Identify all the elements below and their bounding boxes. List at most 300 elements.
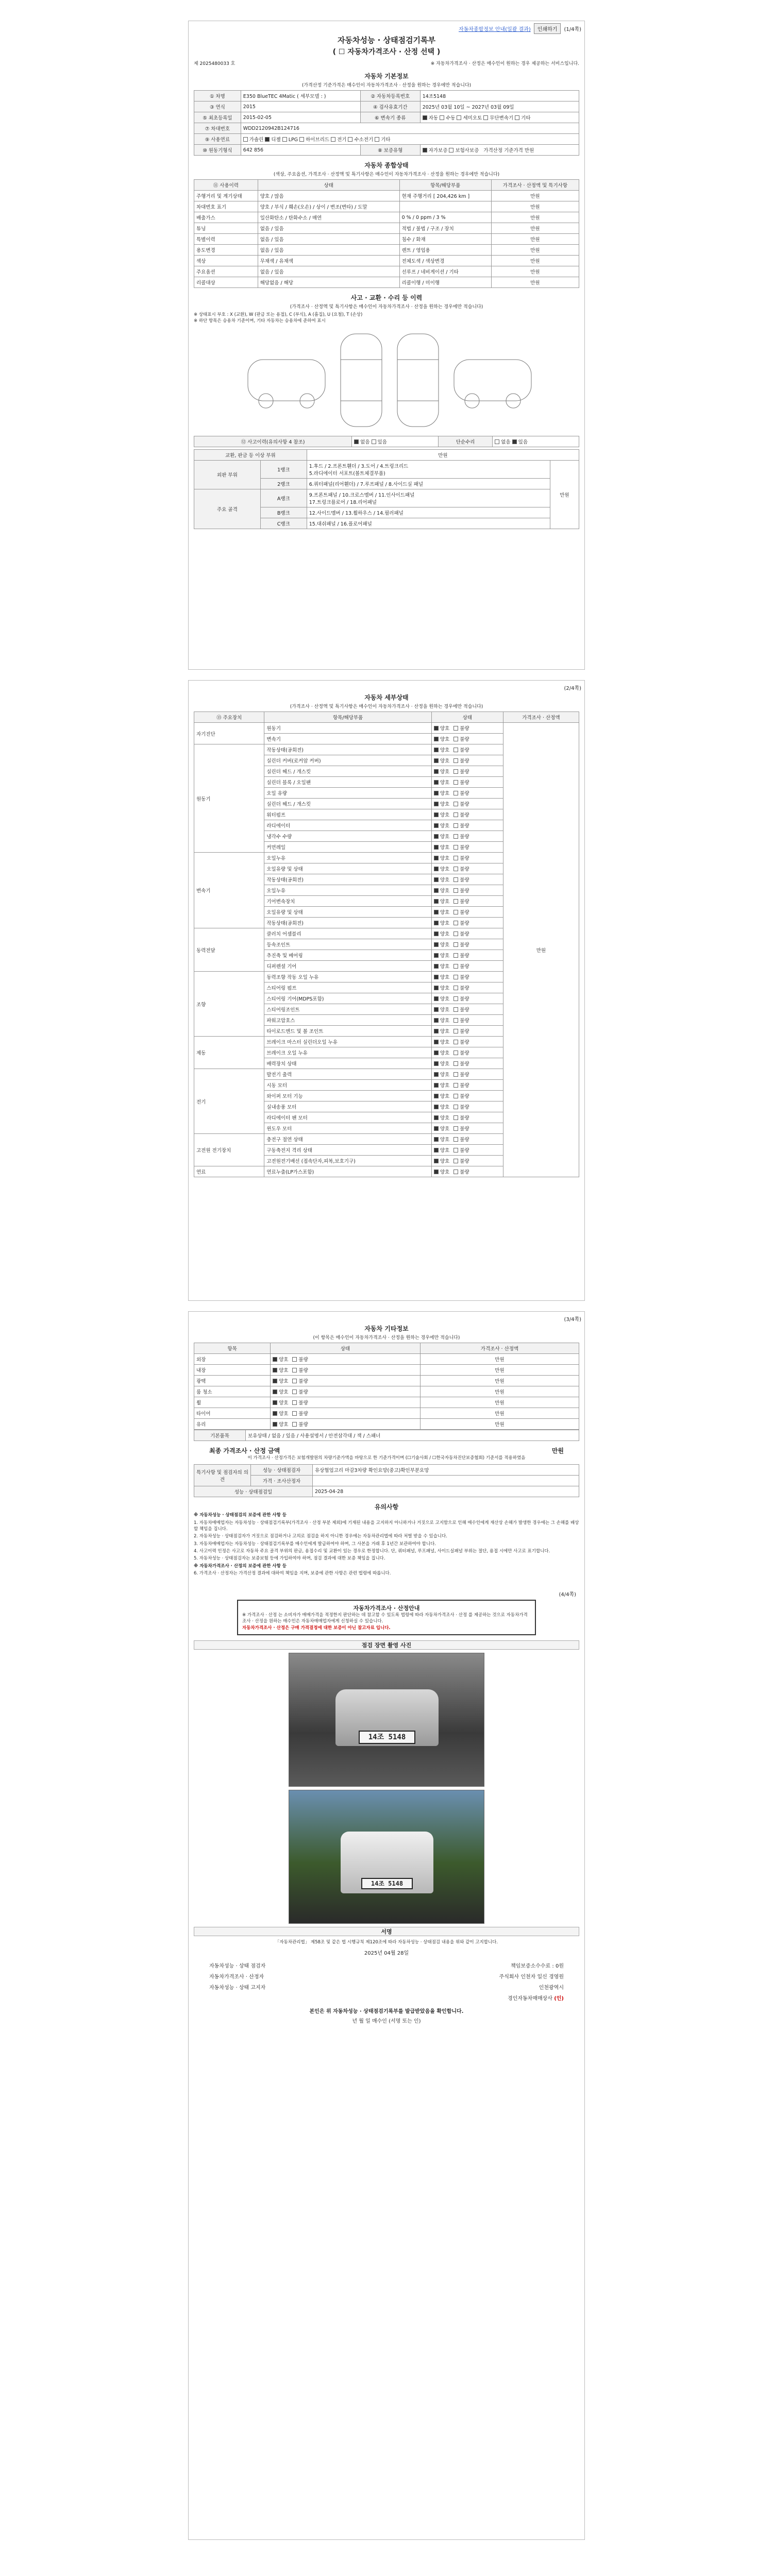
state-bad-checkbox[interactable] [453,964,458,969]
reg-no: 14조5148 [420,91,579,101]
state-options: 양호 불량 [431,972,503,982]
state-ok-checkbox[interactable] [434,1061,439,1066]
first-reg-label: ⑤ 최초등록일 [194,112,241,123]
state-options: 양호 불량 [431,777,503,788]
state-bad-checkbox[interactable] [453,769,458,774]
engine: 642 856 [241,145,360,156]
state-options: 양호 불량 [431,939,503,950]
table-row: 스티어링조인트 양호 불량 [194,1004,579,1015]
state-ok-checkbox[interactable] [434,986,439,990]
print-button[interactable]: 인쇄하기 [534,23,561,34]
table-row: 유리 양호 불량 만원 [194,1419,579,1430]
price-notice-text: ※ 가격조사 · 산정 는 소비자가 매매가격을 적정한지 판단하는 데 참고할 수 있도록 법령에 따라 자동차가격조사 · 산정 를 제공하는 것으로 자동차가격조사 · 산정을 원하는 매수인은 자동차매매업자에게 신청하실 수 있습니다. [242,1613,528,1624]
table-row: 시동 모터 양호 불량 [194,1080,579,1091]
trans-options: 자동 수동 세미오토 무단변속기 기타 [420,112,579,123]
table-row: 추진축 및 베어링 양호 불량 [194,950,579,961]
price-notice-warning: 자동차가격조사 · 산정은 구매 가격결정에 대한 보증이 아닌 참고자료 입니다. [242,1625,391,1631]
state-options: 양호 불량 [431,896,503,907]
state-ok-checkbox[interactable] [273,1357,277,1362]
opinion-table: 특기사항 및 점검자의 의견 성능 · 상태점검자 유상협업고리 마감3차량 확인요망(중고)확인부분요망 가격 · 조사산정자 성능 · 상태점검일 2025-04-28 [194,1464,579,1497]
state-bad-checkbox[interactable] [453,986,458,990]
detail-table: ⑬ 주요장치 항목/해당부품 상태 가격조사 · 산정액 자기진단 원동기 양호 불량 만원 변속기 양호 불량 원동기 작동상태(공회전) 양호 불량 실린더 커버(로커암 커버) 양호 불량 실린더 헤드 / 개스킷 양호 불량 실린더 블록 / 오일팬 양호 불량 오일 유량 양호 불량 실린더 헤드 / 개스킷 양호 불량 워터펌프 양호 불량 라디에이터 양호 불량 냉각수 수량 양호 불량 커먼레일 양호 불량 변속기 오일누유 양호 불량 오일유량 및 상태 양호 불량 작동상태(공회전) 양호 불량 오일누유 양호 불량 기어변속장치 양호 불량 오일유량 및 상태 양호 불량 작동상태(공회전) 양호 불량 동력전달 클러치 어셈블리 양호 불량 등속조인트 양호 불량 추진축 및 베어링 양호 불량 디퍼렌셜 기어 양호 불량 조향 동력조향 작동 오일 누유 양호 불량 스티어링 펌프 양호 불량 스티어링 기어(MDPS포함) 양호 불량 스티어링조인트 양호 불량 파워고압호스 양호 불량 타이로드엔드 및 볼 조인트 양호 불량 제동 브레이크 마스터 실린더오일 누유 양호 불량 브레이크 오일 누유 양호 불량 배력장치 상태 양호 불량 전기 발전기 출력 양호 불량 시동 모터 양호 불량 와이퍼 모터 기능 양호 불량 실내송풍 모터 양호 불량 라디에이터 팬 모터 양호 불량 윈도우 모터 양호 불량 고전원 전기장치 충전구 절연 상태 양호 불량 구동축전지 격리 상태 양호 불량 고전원전기배선 (접속단자,피복,보호기구) 양호 불량 연료 연료누출(LP가스포함) 양호 불량 [194,711,579,1177]
table-row: 차대번호 표기 양호 / 부식 / 훼손(오손) / 상이 / 변조(변타) / 도말 만원 [194,201,579,212]
table-row: 커먼레일 양호 불량 [194,842,579,853]
state-bad-checkbox[interactable] [453,1115,458,1120]
state-options: 양호 불량 [431,1080,503,1091]
table-row: 라디에이터 팬 모터 양호 불량 [194,1112,579,1123]
document-subtitle: ( ☐ 자동차가격조사 · 산정 선택 ) [332,48,441,56]
trans-semi-checkbox[interactable] [457,115,461,120]
record-page-1 [188,21,585,670]
state-ok-checkbox[interactable] [434,931,439,936]
state-ok-checkbox[interactable] [434,726,439,731]
state-ok-checkbox[interactable] [434,910,439,914]
accident-legend: ※ 상태표시 부호 : X (교환), W (판금 또는 용접), C (부식), A (흠집), U (요철), T (손상) [194,312,363,317]
state-options: 양호 불량 [431,1037,503,1047]
state-options: 양호 불량 [431,1101,503,1112]
state-options: 양호 불량 [431,744,503,755]
state-bad-checkbox[interactable] [453,834,458,839]
table-row: 파워고압호스 양호 불량 [194,1015,579,1026]
state-ok-checkbox[interactable] [434,802,439,806]
car-top-view [341,334,382,427]
trans-label: ⑥ 변속기 종류 [360,112,420,123]
state-ok-checkbox[interactable] [434,1126,439,1131]
trans-other-checkbox[interactable] [515,115,519,120]
table-row: 오일유량 및 상태 양호 불량 [194,907,579,918]
car-frame-view [397,334,439,427]
table-row: 조향 동력조향 작동 오일 누유 양호 불량 [194,972,579,982]
state-options: 양호 불량 [431,766,503,777]
status-header-item: 항목/해당부품 [399,180,491,191]
state-options: 양호 불량 [431,734,503,744]
state-options: 양호 불량 [431,928,503,939]
state-bad-checkbox[interactable] [453,1040,458,1044]
table-row: 내장 양호 불량 만원 [194,1365,579,1376]
final-price-unit: 만원 [551,1447,564,1454]
state-options: 양호 불량 [431,950,503,961]
state-options: 양호 불량 [431,1015,503,1026]
page-number: (2/4쪽) [564,686,581,691]
basic-info-table [194,90,579,156]
state-ok-checkbox[interactable] [434,964,439,969]
state-bad-checkbox[interactable] [453,1105,458,1109]
table-row: 브레이크 오일 누유 양호 불량 [194,1047,579,1058]
page-number: (4/4쪽) [559,1592,576,1598]
accident-history-label: ⑫ 사고이력(유의사항 4 참조) [194,436,352,447]
state-options: 양호 불량 [431,1112,503,1123]
table-row: 등속조인트 양호 불량 [194,939,579,950]
warranty-label: ⑧ 보증유형 [360,145,420,156]
state-ok-checkbox[interactable] [434,888,439,893]
car-name-label: ① 차명 [194,91,241,101]
table-row: 윈도우 모터 양호 불량 [194,1123,579,1134]
other-title: 자동차 기타정보 [364,1325,409,1332]
table-row: 고전원전기배선 (접속단자,피복,보호기구) 양호 불량 [194,1156,579,1166]
detail-note: (가격조사 · 산정액 및 특기사항은 매수인이 자동차가격조사 · 산정을 원하는 경우에만 적습니다) [290,704,483,709]
table-row: 작동상태(공회전) 양호 불량 [194,874,579,885]
state-bad-checkbox[interactable] [292,1357,297,1362]
status-header-history: ⑪ 사용이력 [194,180,258,191]
state-options: 양호 불량 [431,799,503,809]
plate-front: 14조 5148 [359,1731,415,1744]
state-bad-checkbox[interactable] [453,791,458,795]
state-ok-checkbox[interactable] [434,791,439,795]
state-ok-checkbox[interactable] [434,748,439,752]
state-options: 양호 불량 [431,842,503,853]
trans-auto-checkbox[interactable] [423,115,427,120]
state-ok-checkbox[interactable] [434,1148,439,1153]
table-row: 배력장치 상태 양호 불량 [194,1058,579,1069]
state-bad-checkbox[interactable] [453,802,458,806]
plate-rear: 14조 5148 [361,1878,413,1889]
state-bad-checkbox[interactable] [453,953,458,958]
repair-none-checkbox[interactable] [495,439,499,444]
table-row: 주요옵션 없음 / 있음 선루프 / 네비게이션 / 기타 만원 [194,266,579,277]
state-bad-checkbox[interactable] [453,1148,458,1153]
inspection-photo-front [289,1653,484,1787]
trans-manual-checkbox[interactable] [440,115,444,120]
table-row: 기어변속장치 양호 불량 [194,896,579,907]
table-row: 타이로드엔드 및 볼 조인트 양호 불량 [194,1026,579,1037]
state-ok-checkbox[interactable] [273,1389,277,1394]
state-bad-checkbox[interactable] [453,942,458,947]
table-row: 작동상태(공회전) 양호 불량 [194,918,579,928]
state-bad-checkbox[interactable] [453,921,458,925]
seal-mark: (인) [554,1996,564,2002]
state-bad-checkbox[interactable] [453,910,458,914]
state-ok-checkbox[interactable] [273,1411,277,1416]
state-ok-checkbox[interactable] [434,758,439,763]
receipt-signature-line: 년 월 일 매수인 (서명 또는 인) [352,2019,421,2025]
year-label: ③ 연식 [194,101,241,112]
state-ok-checkbox[interactable] [434,942,439,947]
state-bad-checkbox[interactable] [453,758,458,763]
reg-no-label: ② 자동차등록번호 [360,91,420,101]
final-price-row [194,1446,579,1455]
state-options: 양호 불량 [431,1134,503,1145]
car-model-detail: ( 세부모델 : ) [297,94,326,99]
table-row: 자기진단 원동기 양호 불량 만원 [194,723,579,734]
state-options: 양호 불량 [431,1047,503,1058]
state-bad-checkbox[interactable] [453,1126,458,1131]
info-link[interactable]: 자동차종합정보 안내(일괄 결과) [459,27,531,32]
state-bad-checkbox[interactable] [453,845,458,850]
state-ok-checkbox[interactable] [434,737,439,741]
document-number: 제 2025480033 호 [194,61,236,66]
accident-none-checkbox[interactable] [354,439,359,444]
state-options: 양호 불량 [431,1156,503,1166]
fuel-gasoline-checkbox[interactable] [243,137,248,142]
state-ok-checkbox[interactable] [434,769,439,774]
state-ok-checkbox[interactable] [434,996,439,1001]
document-title: 자동차성능 · 상태점검기록부 [337,36,436,45]
fuel-label: ⑨ 사용연료 [194,134,241,145]
inspect-label: ④ 검사유효기간 [360,101,420,112]
basic-items-table: 기본품목 보유상태 / 없음 / 있음 / 사용설명서 / 안전삼각대 / 잭 / 스패너 [194,1430,579,1441]
state-options: 양호 불량 [431,1091,503,1101]
state-options: 양호 불량 [431,982,503,993]
state-ok-checkbox[interactable] [434,877,439,882]
state-ok-checkbox[interactable] [434,856,439,860]
state-options: 양호 불량 [431,1058,503,1069]
state-ok-checkbox[interactable] [434,1105,439,1109]
detail-title: 자동차 세부상태 [364,694,409,701]
state-bad-checkbox[interactable] [453,1094,458,1098]
car-diagram [194,329,579,432]
state-bad-checkbox[interactable] [292,1411,297,1416]
table-row: 룸 청소 양호 불량 만원 [194,1386,579,1397]
table-row: 스티어링 펌프 양호 불량 [194,982,579,993]
state-options: 양호 불량 [431,885,503,896]
accident-yes-checkbox[interactable] [372,439,376,444]
state-ok-checkbox[interactable] [434,823,439,828]
table-row: 리콜대상 해당없음 / 해당 리콜이행 / 미이행 만원 [194,277,579,288]
inspection-photo-rear [289,1790,484,1924]
final-price-title: 최종 가격조사 · 산정 금액 [209,1447,280,1454]
car-name: E350 BlueTEC 4Matic [243,94,296,99]
table-row: 타이어 양호 불량 만원 [194,1408,579,1419]
first-reg: 2015-02-05 [241,112,360,123]
accident-table: ⑫ 사고이력(유의사항 4 참조) 없음 있음 단순수리 없음 있음 [194,436,579,447]
state-ok-checkbox[interactable] [434,812,439,817]
state-ok-checkbox[interactable] [434,1050,439,1055]
state-ok-checkbox[interactable] [434,1115,439,1120]
status-title: 자동차 종합상태 [364,162,409,169]
state-ok-checkbox[interactable] [273,1379,277,1383]
state-bad-checkbox[interactable] [453,748,458,752]
table-row: 용도변경 없음 / 있음 렌트 / 영업용 만원 [194,245,579,256]
warranty-insurance-checkbox[interactable] [449,148,453,152]
state-ok-checkbox[interactable] [434,1159,439,1163]
table-row: 워터펌프 양호 불량 [194,809,579,820]
table-row: 실린더 블록 / 오일팬 양호 불량 [194,777,579,788]
accident-legend-2: ※ 하단 항목은 승용차 기준이며, 기타 자동차는 승용차에 준하여 표시 [194,318,326,324]
table-row: 변속기 양호 불량 [194,734,579,744]
state-ok-checkbox[interactable] [434,1094,439,1098]
status-header-state: 상태 [258,180,399,191]
record-page-3 [188,1311,585,2540]
vin-label: ⑦ 차대번호 [194,123,241,134]
table-row: 오일유량 및 상태 양호 불량 [194,863,579,874]
table-row: 디퍼렌셜 기어 양호 불량 [194,961,579,972]
fuel-diesel-checkbox[interactable] [265,137,270,142]
state-ok-checkbox[interactable] [434,834,439,839]
notes-block: ※ 자동차성능 · 상태점검의 보증에 관한 사항 등 1. 자동차매매업자는 자동차성능 · 상태점검기록부(가격조사 · 산정 부분 제외)에 기재된 내용을 고지하지 아니하거나 거짓으로 고지함으로 인해 매수인에게 재산상 손해가 발생한 경우에는 그 손해를 배상할 책임을 집니다. 2. 자동차성능 · 상태점검자가 거짓으로 점검하거나 고의로 점검을 하지 아니한 경우에는 자동차관리법에 따라 처벌 받을 수 있습니다. 3. 자동차매매업자는 자동차성능 · 상태점검기록부를 매수인에게 발급하여야 하며, 그 사본을 거래 후 1년간 보관하여야 합니다. 4. 사고이력 인정은 사고로 자동차 주요 골격 부위의 판금, 용접수리 및 교환이 있는 경우로 한정합니다. 단, 쿼터패널, 루프패널, 사이드실패널 부위는 절단, 용접 시에만 사고로 표기합니다. 5. 자동차성능 · 상태점검자는 보증보험 등에 가입하여야 하며, 점검 결과에 대한 보증 책임을 집니다. ※ 자동차가격조사 · 산정의 보증에 관한 사항 등 6. 가격조사 · 산정자는 가격산정 결과에 대하여 책임을 지며, 보증에 관한 사항은 관련 법령에 따릅니다. [194,1513,579,1576]
state-ok-checkbox[interactable] [273,1368,277,1372]
price-notice-box [237,1600,536,1635]
other-note: (이 항목은 매수인이 자동차가격조사 · 산정을 원하는 경우에만 적습니다) [313,1335,460,1341]
state-bad-checkbox[interactable] [453,1159,458,1163]
state-bad-checkbox[interactable] [453,867,458,871]
state-ok-checkbox[interactable] [434,845,439,850]
state-options: 양호 불량 [431,723,503,734]
table-row: 제동 브레이크 마스터 실린더오일 누유 양호 불량 [194,1037,579,1047]
state-options: 양호 불량 [431,853,503,863]
top-links [459,23,581,34]
table-row: 실린더 커버(로커암 커버) 양호 불량 [194,755,579,766]
accident-note: (가격조사 · 산정액 및 특기사항은 매수인이 자동차가격조사 · 산정을 원하는 경우에만 적습니다) [290,304,483,310]
table-row: 실린더 헤드 / 개스킷 양호 불량 [194,799,579,809]
table-row: 오일 유량 양호 불량 [194,788,579,799]
state-options: 양호 불량 [431,993,503,1004]
table-row: 주행거리 및 계기상태 양호 / 많음 현재 주행거리 [ 204,426 km ] 만원 [194,191,579,201]
fuel-hybrid-checkbox[interactable] [299,137,304,142]
state-options: 양호 불량 [431,809,503,820]
state-ok-checkbox[interactable] [273,1422,277,1427]
state-options: 양호 불량 [431,918,503,928]
table-row: 휠 양호 불량 만원 [194,1397,579,1408]
state-ok-checkbox[interactable] [434,1083,439,1088]
sign-date: 2025년 04월 28일 [364,1951,409,1957]
page-number: (1/4쪽) [564,27,581,32]
table-row: 색상 무채색 / 유채색 전체도색 / 색상변경 만원 [194,256,579,266]
record-page-2 [188,680,585,1301]
state-ok-checkbox[interactable] [434,1137,439,1142]
repair-label: 단순수리 [438,436,492,447]
state-bad-checkbox[interactable] [453,856,458,860]
sign-block: 자동차성능 · 상태 점검자 책임보증소수수료 : 0원 자동차가격조사 · 산정자 주식회사 인천자 일신 경영원 자동차성능 · 상태 고지자 인천광역시 경인자동차매매상사 (인) [209,1963,564,2002]
state-ok-checkbox[interactable] [434,975,439,979]
engine-label: ⑩ 원동기형식 [194,145,241,156]
state-bad-checkbox[interactable] [453,975,458,979]
state-bad-checkbox[interactable] [453,1061,458,1066]
state-options: 양호 불량 [431,1004,503,1015]
state-ok-checkbox[interactable] [434,921,439,925]
fuel-hydrogen-checkbox[interactable] [348,137,352,142]
year: 2015 [241,101,360,112]
car-side-left [248,360,325,401]
table-row: 구동축전지 격리 상태 양호 불량 [194,1145,579,1156]
state-bad-checkbox[interactable] [453,1018,458,1023]
warranty-self-checkbox[interactable] [423,148,427,152]
fuel-other-checkbox[interactable] [375,137,379,142]
other-table: 항목 상태 가격조사 · 산정액 외장 양호 불량 만원 내장 양호 불량 만원 광택 양호 불량 만원 룸 청소 양호 불량 만원 휠 양호 불량 만원 타이어 양호 불량 만원 유리 양호 불량 만원 [194,1343,579,1430]
table-row: 특별이력 없음 / 있음 침수 / 화재 만원 [194,234,579,245]
state-bad-checkbox[interactable] [292,1379,297,1383]
state-ok-checkbox[interactable] [434,1007,439,1012]
state-bad-checkbox[interactable] [292,1422,297,1427]
price-label: 가격산정 기준가격 [483,148,523,154]
trans-cvt-checkbox[interactable] [483,115,488,120]
receipt-confirmation: 본인은 위 자동차성능 · 상태점검기록부를 발급받았음을 확인합니다. [309,2009,464,2015]
table-row: 원동기 작동상태(공회전) 양호 불량 [194,744,579,755]
state-ok-checkbox[interactable] [434,1072,439,1077]
car-side-right [454,360,531,401]
state-options: 양호 불량 [431,1026,503,1037]
price-unit: 만원 [524,148,534,154]
state-bad-checkbox[interactable] [453,888,458,893]
state-bad-checkbox[interactable] [453,726,458,731]
price-notice-title: 자동차가격조사 · 산정안내 [353,1605,420,1612]
basic-info-title: 자동차 기본정보 [364,73,409,80]
photos-title: 점검 장면 촬영 사진 [194,1640,579,1650]
state-bad-checkbox[interactable] [453,1007,458,1012]
notes-title: 유의사항 [374,1503,399,1511]
state-options: 양호 불량 [431,874,503,885]
accident-title: 사고 · 교환 · 수리 등 이력 [350,294,423,301]
state-bad-checkbox[interactable] [453,823,458,828]
table-row: 외장 양호 불량 만원 [194,1354,579,1365]
repair-yes-checkbox[interactable] [512,439,517,444]
state-options: 양호 불량 [431,1145,503,1156]
state-ok-checkbox[interactable] [273,1400,277,1405]
vin: WDD2120942B124716 [241,123,579,134]
state-bad-checkbox[interactable] [453,780,458,785]
state-bad-checkbox[interactable] [453,996,458,1001]
state-ok-checkbox[interactable] [434,899,439,904]
table-row: 고전원 전기장치 충전구 절연 상태 양호 불량 [194,1134,579,1145]
state-ok-checkbox[interactable] [434,953,439,958]
state-bad-checkbox[interactable] [292,1389,297,1394]
state-ok-checkbox[interactable] [434,1018,439,1023]
state-ok-checkbox[interactable] [434,780,439,785]
state-bad-checkbox[interactable] [453,877,458,882]
state-ok-checkbox[interactable] [434,1170,439,1174]
state-bad-checkbox[interactable] [453,1083,458,1088]
state-bad-checkbox[interactable] [453,1170,458,1174]
fuel-options: 가솔린 디젤 LPG 하이브리드 전기 수소전기 기타 [241,134,579,145]
state-bad-checkbox[interactable] [292,1400,297,1405]
state-bad-checkbox[interactable] [292,1368,297,1372]
state-ok-checkbox[interactable] [434,867,439,871]
state-bad-checkbox[interactable] [453,931,458,936]
fuel-lpg-checkbox[interactable] [282,137,287,142]
state-bad-checkbox[interactable] [453,899,458,904]
table-row: 튜닝 없음 / 있음 적법 / 불법 / 구조 / 장치 만원 [194,223,579,234]
state-options: 양호 불량 [431,1166,503,1177]
table-row: 동력전달 클러치 어셈블리 양호 불량 [194,928,579,939]
state-options: 양호 불량 [431,907,503,918]
state-bad-checkbox[interactable] [453,1029,458,1033]
state-bad-checkbox[interactable] [453,737,458,741]
state-bad-checkbox[interactable] [453,812,458,817]
page-number: (3/4쪽) [564,1317,581,1323]
table-row: 전기 발전기 출력 양호 불량 [194,1069,579,1080]
state-options: 양호 불량 [431,863,503,874]
basic-info-note: (가격산정 기준가격은 매수인이 자동차가격조사 · 산정을 원하는 경우에만 적습니다) [301,83,472,88]
status-note: (색상, 주요옵션, 가격조사 · 산정액 및 특기사항은 매수인이 자동차가격조사 · 산정을 원하는 경우에만 적습니다) [273,172,500,177]
state-options: 양호 불량 [431,820,503,831]
table-row: 변속기 오일누유 양호 불량 [194,853,579,863]
state-ok-checkbox[interactable] [434,1029,439,1033]
table-row: 실린더 헤드 / 개스킷 양호 불량 [194,766,579,777]
state-options: 양호 불량 [431,961,503,972]
inspect-period: 2025년 03월 10일 ~ 2027년 03월 09일 [420,101,579,112]
fuel-electric-checkbox[interactable] [331,137,335,142]
panel-label: 교환, 판금 등 이상 부위 [194,449,307,460]
state-ok-checkbox[interactable] [434,1040,439,1044]
table-row: 냉각수 수량 양호 불량 [194,831,579,842]
status-table [194,179,579,288]
table-row: 배출가스 일산화탄소 / 탄화수소 / 매연 0 % / 0 ppm / 3 % 만원 [194,212,579,223]
panel-table: 교환, 판금 등 이상 부위 만원 외판 부위 1랭크 1.후드 / 2.프론트휀더 / 3.도어 / 4.트렁크리드 5.라디에이터 서포트(볼트체결부품) 만원 2랭크 6.쿼터패널(리어휀더) / 7.루프패널 / 8.사이드실 패널 주요 골격 A랭크 9.프론트패널 / 10.크로스멤버 / 11.인사이드패널 17.트렁크플로어 / 18.리어패널 B랭크 12.사이드멤버 / 13.휠하우스 / 14.필러패널 C랭크 15.대쉬패널 / 16.플로어패널 [194,449,579,529]
sign-title: 서명 [194,1927,579,1936]
table-row: 연료 연료누출(LP가스포함) 양호 불량 [194,1166,579,1177]
table-row: 와이퍼 모터 기능 양호 불량 [194,1091,579,1101]
state-options: 양호 불량 [431,788,503,799]
table-row: 광택 양호 불량 만원 [194,1376,579,1386]
table-row: 스티어링 기어(MDPS포함) 양호 불량 [194,993,579,1004]
warranty-options: 자가보증 보험사보증 가격산정 기준가격 만원 [420,145,579,156]
state-bad-checkbox[interactable] [453,1137,458,1142]
state-bad-checkbox[interactable] [453,1072,458,1077]
table-row: 실내송풍 모터 양호 불량 [194,1101,579,1112]
state-options: 양호 불량 [431,1069,503,1080]
state-bad-checkbox[interactable] [453,1050,458,1055]
state-options: 양호 불량 [431,1123,503,1134]
table-row: 라디에이터 양호 불량 [194,820,579,831]
